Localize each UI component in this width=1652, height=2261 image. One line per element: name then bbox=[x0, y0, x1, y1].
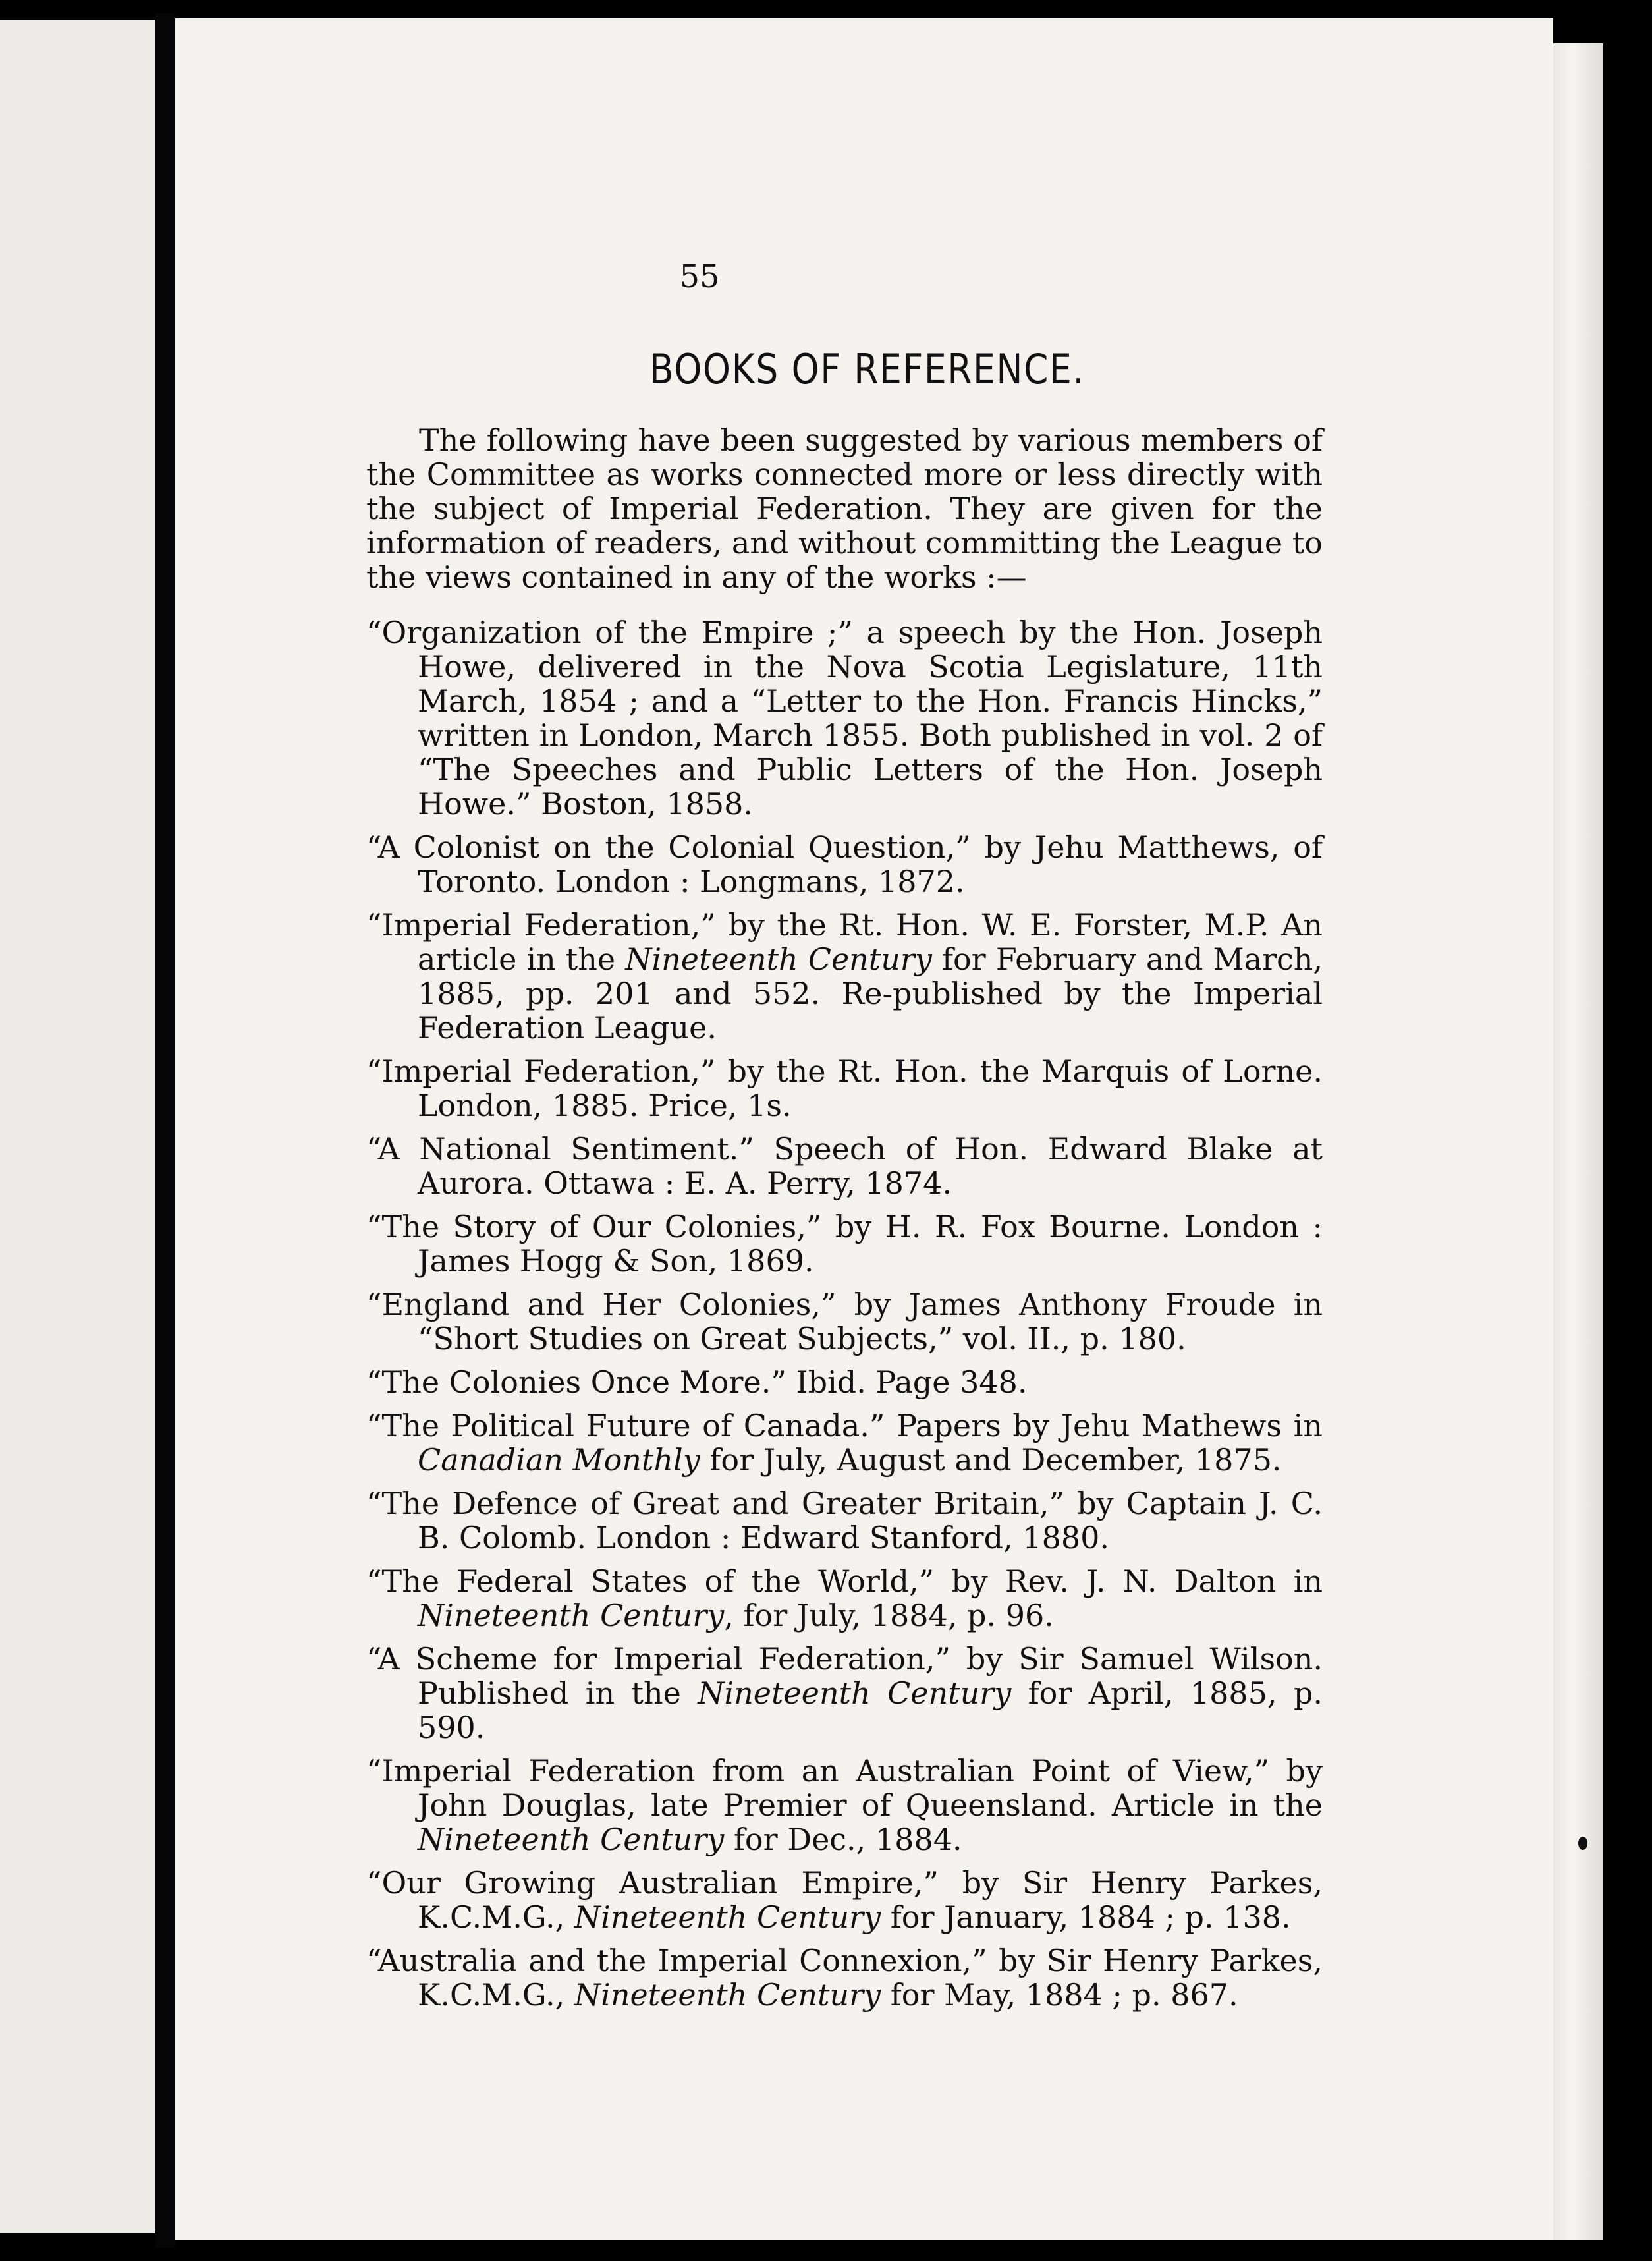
reference-publication: Canadian Monthly bbox=[418, 1442, 700, 1478]
reference-text-continued: for May, 1884 ; p. 867. bbox=[881, 1977, 1238, 2013]
reference-text: “Australia and the Imperial Connexion,” by Sir Henry Parkes, K.C.M.G., bbox=[366, 1943, 1323, 2013]
book-gutter bbox=[155, 13, 175, 2248]
reference-text: “The Colonies Once More.” Ibid. Page 348. bbox=[366, 1364, 1028, 1400]
reference-entry bbox=[366, 1943, 1323, 2012]
reference-publication: Nineteenth Century bbox=[625, 941, 932, 977]
book-page bbox=[175, 18, 1553, 2240]
reference-entry bbox=[366, 830, 1323, 899]
reference-entry bbox=[366, 1866, 1323, 1934]
intro-paragraph: The following have been suggested by various members of the Committee as works connected more or less directly with the subject of Imperial Federation. They are given for the information of readers, and without committing the League to the views contained in any of the works :— bbox=[366, 422, 1323, 595]
reference-text-continued: for July, August and December, 1875. bbox=[700, 1442, 1282, 1478]
reference-entry bbox=[366, 1642, 1323, 1745]
reference-text-continued: for Dec., 1884. bbox=[724, 1822, 962, 1857]
reference-list bbox=[366, 615, 1323, 2021]
reference-entry bbox=[366, 1409, 1323, 1477]
reference-entry bbox=[366, 1365, 1323, 1399]
page-number: 55 bbox=[679, 258, 720, 295]
reference-publication: Nineteenth Century bbox=[574, 1899, 881, 1935]
reference-entry bbox=[366, 1564, 1323, 1633]
reference-entry bbox=[366, 1210, 1323, 1278]
reference-text-continued: for February and March, 1885, pp. 201 and 552. Re-published by the Imperial Federation League. bbox=[418, 941, 1323, 1046]
reference-entry bbox=[366, 1754, 1323, 1856]
reference-entry bbox=[366, 908, 1323, 1045]
reference-publication: Nineteenth Century bbox=[574, 1977, 881, 2013]
reference-text-continued: for April, 1885, p. 590. bbox=[418, 1675, 1323, 1745]
reference-text: “A National Sentiment.” Speech of Hon. Edward Blake at Aurora. Ottawa : E. A. Perry, 1874. bbox=[366, 1131, 1323, 1201]
reference-publication: Nineteenth Century bbox=[418, 1598, 725, 1633]
reference-entry bbox=[366, 1486, 1323, 1555]
reference-publication: Nineteenth Century bbox=[418, 1822, 725, 1857]
reference-text: “Imperial Federation,” by the Rt. Hon. W. E. Forster, M.P. An article in the bbox=[366, 907, 1323, 977]
reference-text: “Our Growing Australian Empire,” by Sir Henry Parkes, K.C.M.G., bbox=[366, 1865, 1323, 1935]
reference-entry bbox=[366, 615, 1323, 821]
reference-entry bbox=[366, 1054, 1323, 1123]
reference-text: “A Scheme for Imperial Federation,” by Sir Samuel Wilson. Published in the bbox=[366, 1641, 1323, 1711]
page-content bbox=[175, 18, 1553, 2240]
reference-text: “The Defence of Great and Greater Britain,” by Captain J. C. B. Colomb. London : Edward Stanford, 1880. bbox=[366, 1486, 1323, 1555]
reference-publication: Nineteenth Century bbox=[698, 1675, 1012, 1711]
section-heading: BOOKS OF REFERENCE. bbox=[649, 345, 1086, 393]
reference-text-continued: for January, 1884 ; p. 138. bbox=[881, 1899, 1291, 1935]
reference-text-continued: , for July, 1884, p. 96. bbox=[724, 1598, 1054, 1633]
reference-text: “The Federal States of the World,” by Rev. J. N. Dalton in bbox=[366, 1563, 1323, 1599]
reference-entry bbox=[366, 1132, 1323, 1200]
page-edge bbox=[1553, 43, 1603, 2240]
reference-text: “Organization of the Empire ;” a speech by the Hon. Joseph Howe, delivered in the Nova Scotia Legislature, 11th March, 1854 ; and a “Letter to the Hon. Francis Hincks,” written in London, March 1855. Both published in vol. 2 of “The Speeches and Public Letters of the Hon. Joseph Howe.” Boston, 1858. bbox=[366, 615, 1323, 822]
ink-speck bbox=[1578, 1837, 1587, 1850]
reference-text: “The Political Future of Canada.” Papers by Jehu Mathews in bbox=[366, 1408, 1323, 1443]
facing-page bbox=[0, 20, 155, 2233]
reference-text: “Imperial Federation,” by the Rt. Hon. the Marquis of Lorne. London, 1885. Price, 1s. bbox=[366, 1053, 1323, 1123]
reference-text: “England and Her Colonies,” by James Anthony Froude in “Short Studies on Great Subjects,” vol. II., p. 180. bbox=[366, 1287, 1323, 1356]
reference-text: “Imperial Federation from an Australian Point of View,” by John Douglas, late Premier of Queensland. Article in the bbox=[366, 1753, 1323, 1823]
reference-entry bbox=[366, 1287, 1323, 1356]
reference-text: “The Story of Our Colonies,” by H. R. Fox Bourne. London : James Hogg & Son, 1869. bbox=[366, 1209, 1323, 1279]
reference-text: “A Colonist on the Colonial Question,” by Jehu Matthews, of Toronto. London : Longmans, 1872. bbox=[366, 829, 1323, 899]
